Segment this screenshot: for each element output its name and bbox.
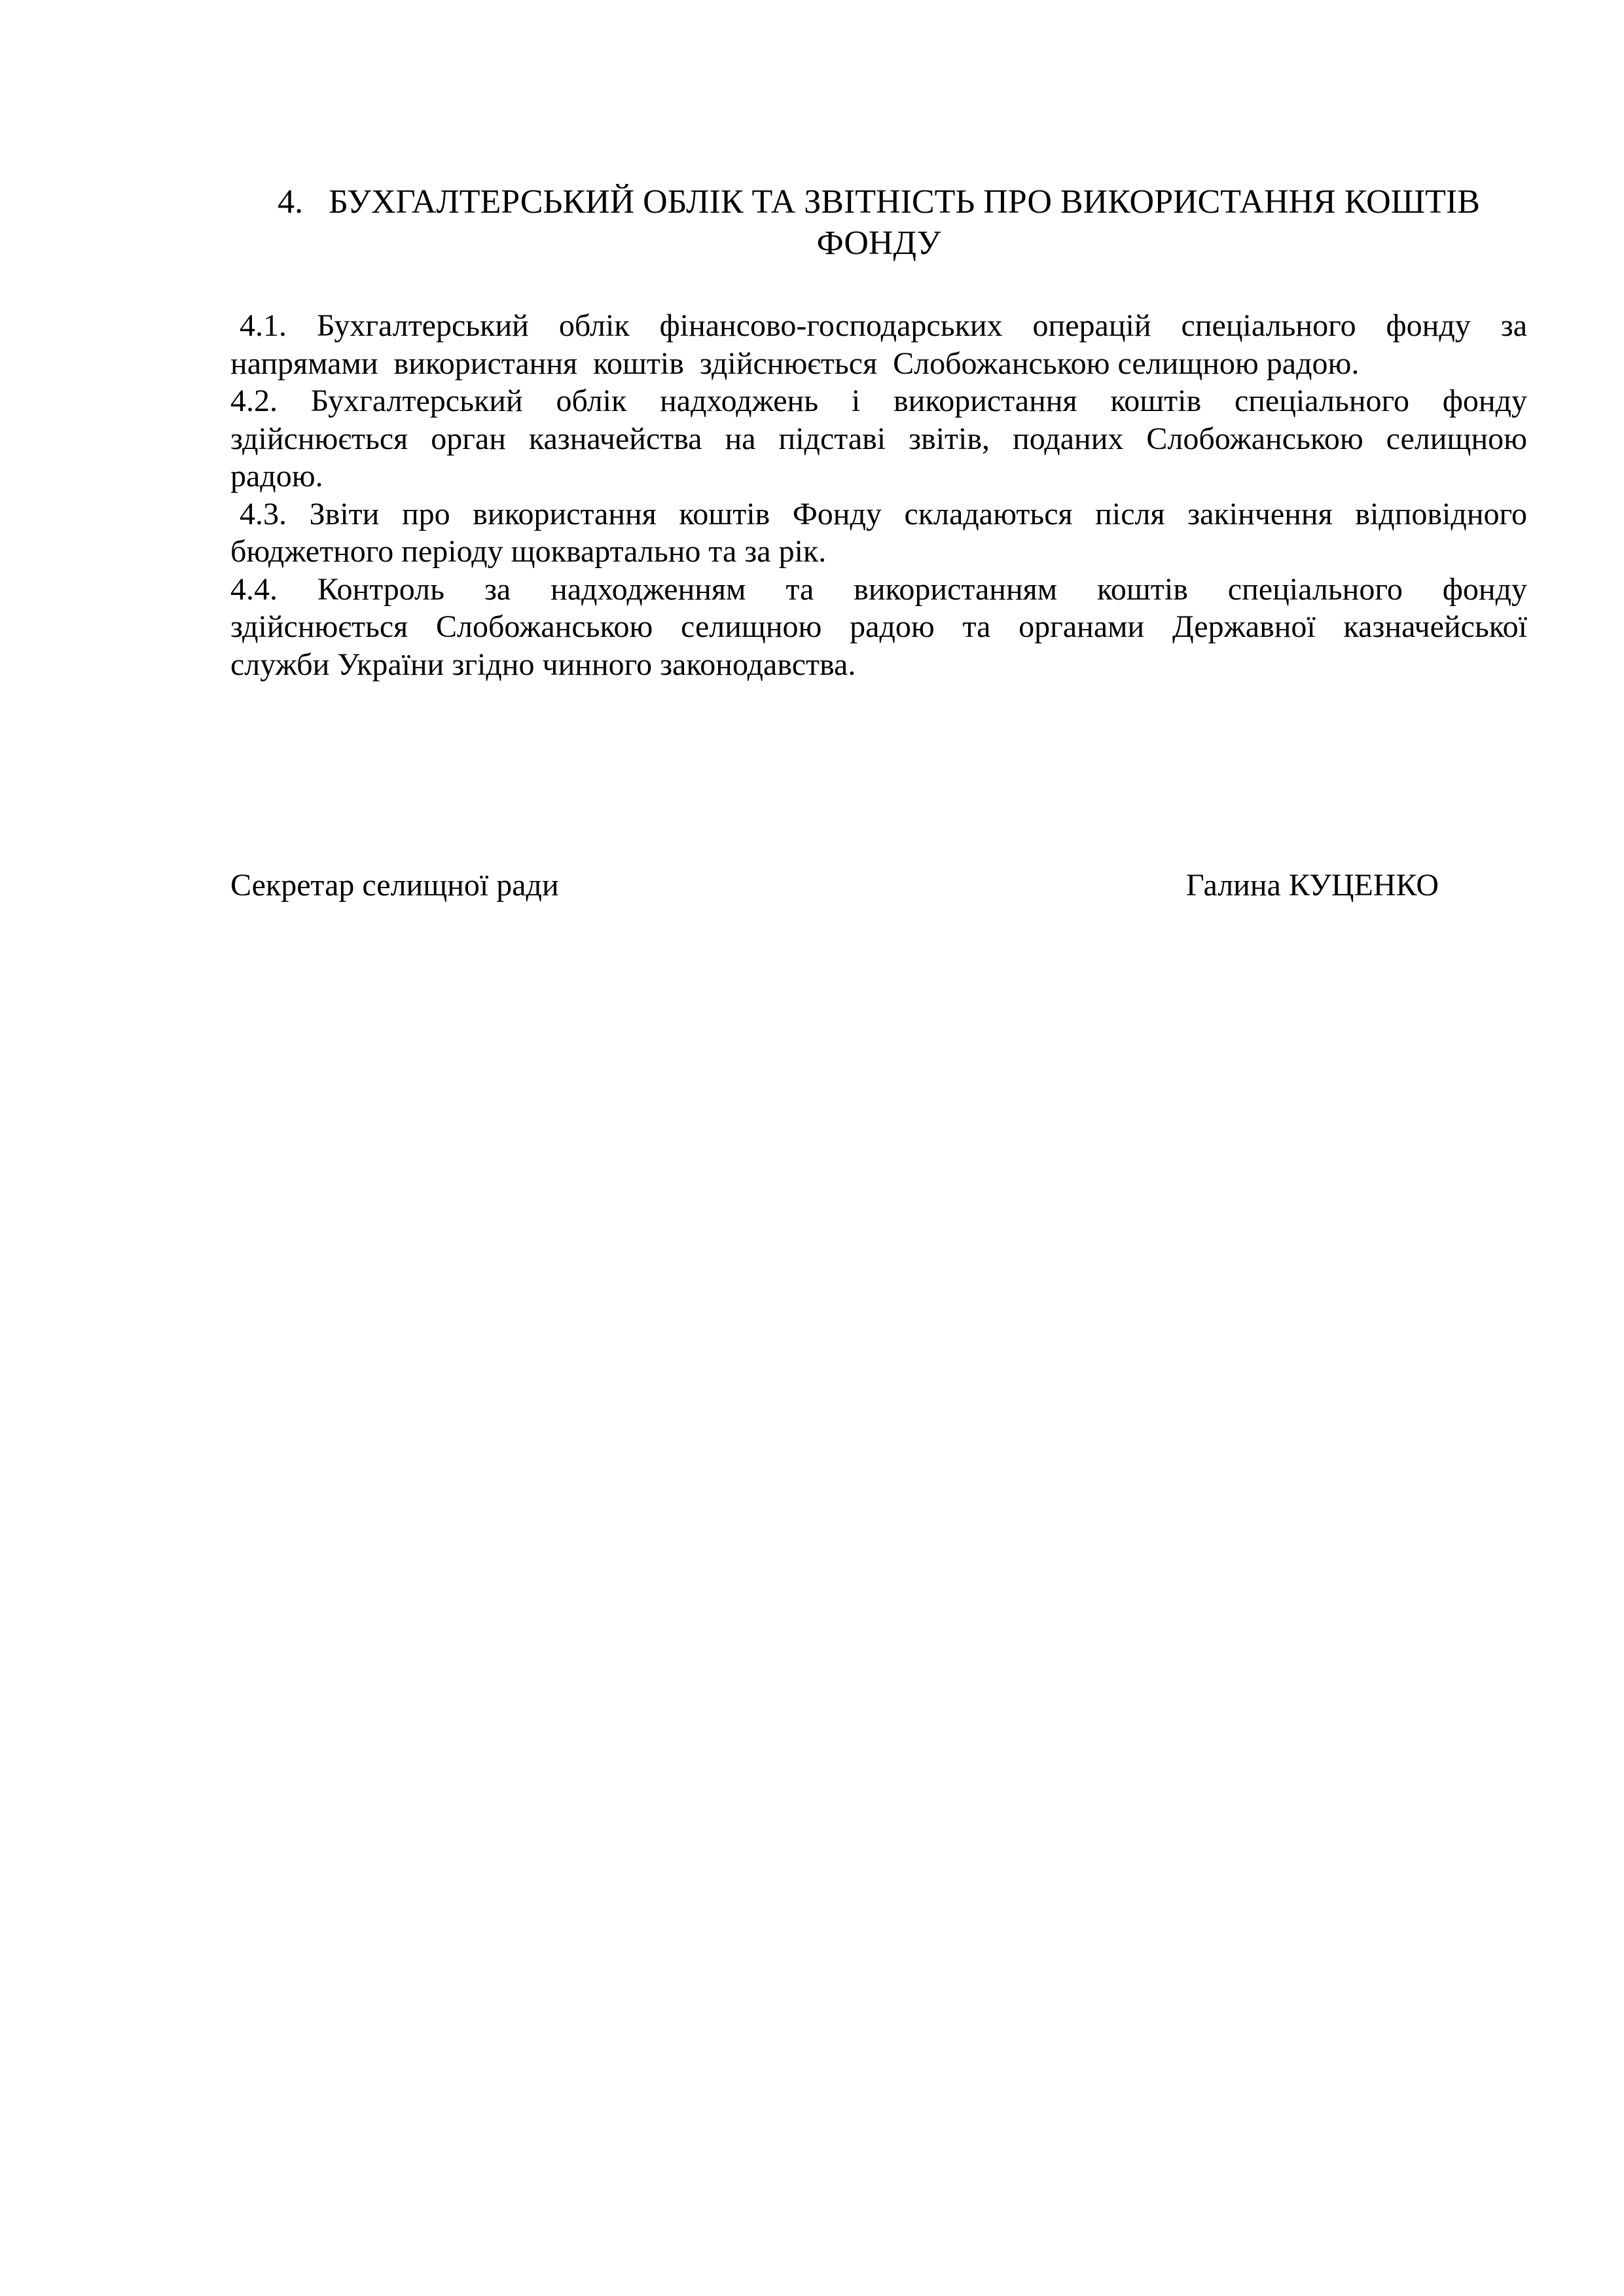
signature-row (230, 867, 1527, 905)
paragraph-4-4-line-3: служби України згідно чинного законодавства. (230, 647, 856, 682)
paragraph-4-2-line-2: здійснюється орган казначейства на підставі звітів, поданих Слобожанською селищною (230, 421, 1527, 456)
signature-role: Секретар селищної ради (230, 868, 559, 903)
document-body (230, 307, 1527, 683)
paragraph-4-2-line-1: 4.2. Бухгалтерський облік надходжень і використання коштів спеціального фонду (230, 384, 1527, 418)
section-heading (230, 181, 1527, 264)
paragraph-4-2-line-3: радою. (230, 459, 323, 493)
section-heading-line-2: ФОНДУ (816, 224, 941, 262)
paragraph-4-3-line-1: 4.3. Звіти про використання коштів Фонду складаються після закінчення відповідного (240, 496, 1527, 531)
signature-name: Галина КУЦЕНКО (1185, 868, 1439, 903)
paragraph-4-1-line-1: 4.1. Бухгалтерський облік фінансово-господарських операцій спеціального фонду за (240, 308, 1527, 343)
section-heading-line-1: 4. БУХГАЛТЕРСЬКИЙ ОБЛІК ТА ЗВІТНІСТЬ ПРО ВИКОРИСТАННЯ КОШТІВ (278, 183, 1480, 221)
paragraph-4-3-line-2: бюджетного періоду щоквартально та за рік. (230, 534, 827, 569)
paragraph-4-1-line-2: напрямами використання коштів здійснюється Слобожанською селищною радою. (230, 346, 1360, 381)
paragraph-4-4-line-2: здійснюється Слобожанською селищною радою та органами Державної казначейської (230, 609, 1527, 644)
paragraph-4-4-line-1: 4.4. Контроль за надходженням та використанням коштів спеціального фонду (230, 571, 1527, 607)
